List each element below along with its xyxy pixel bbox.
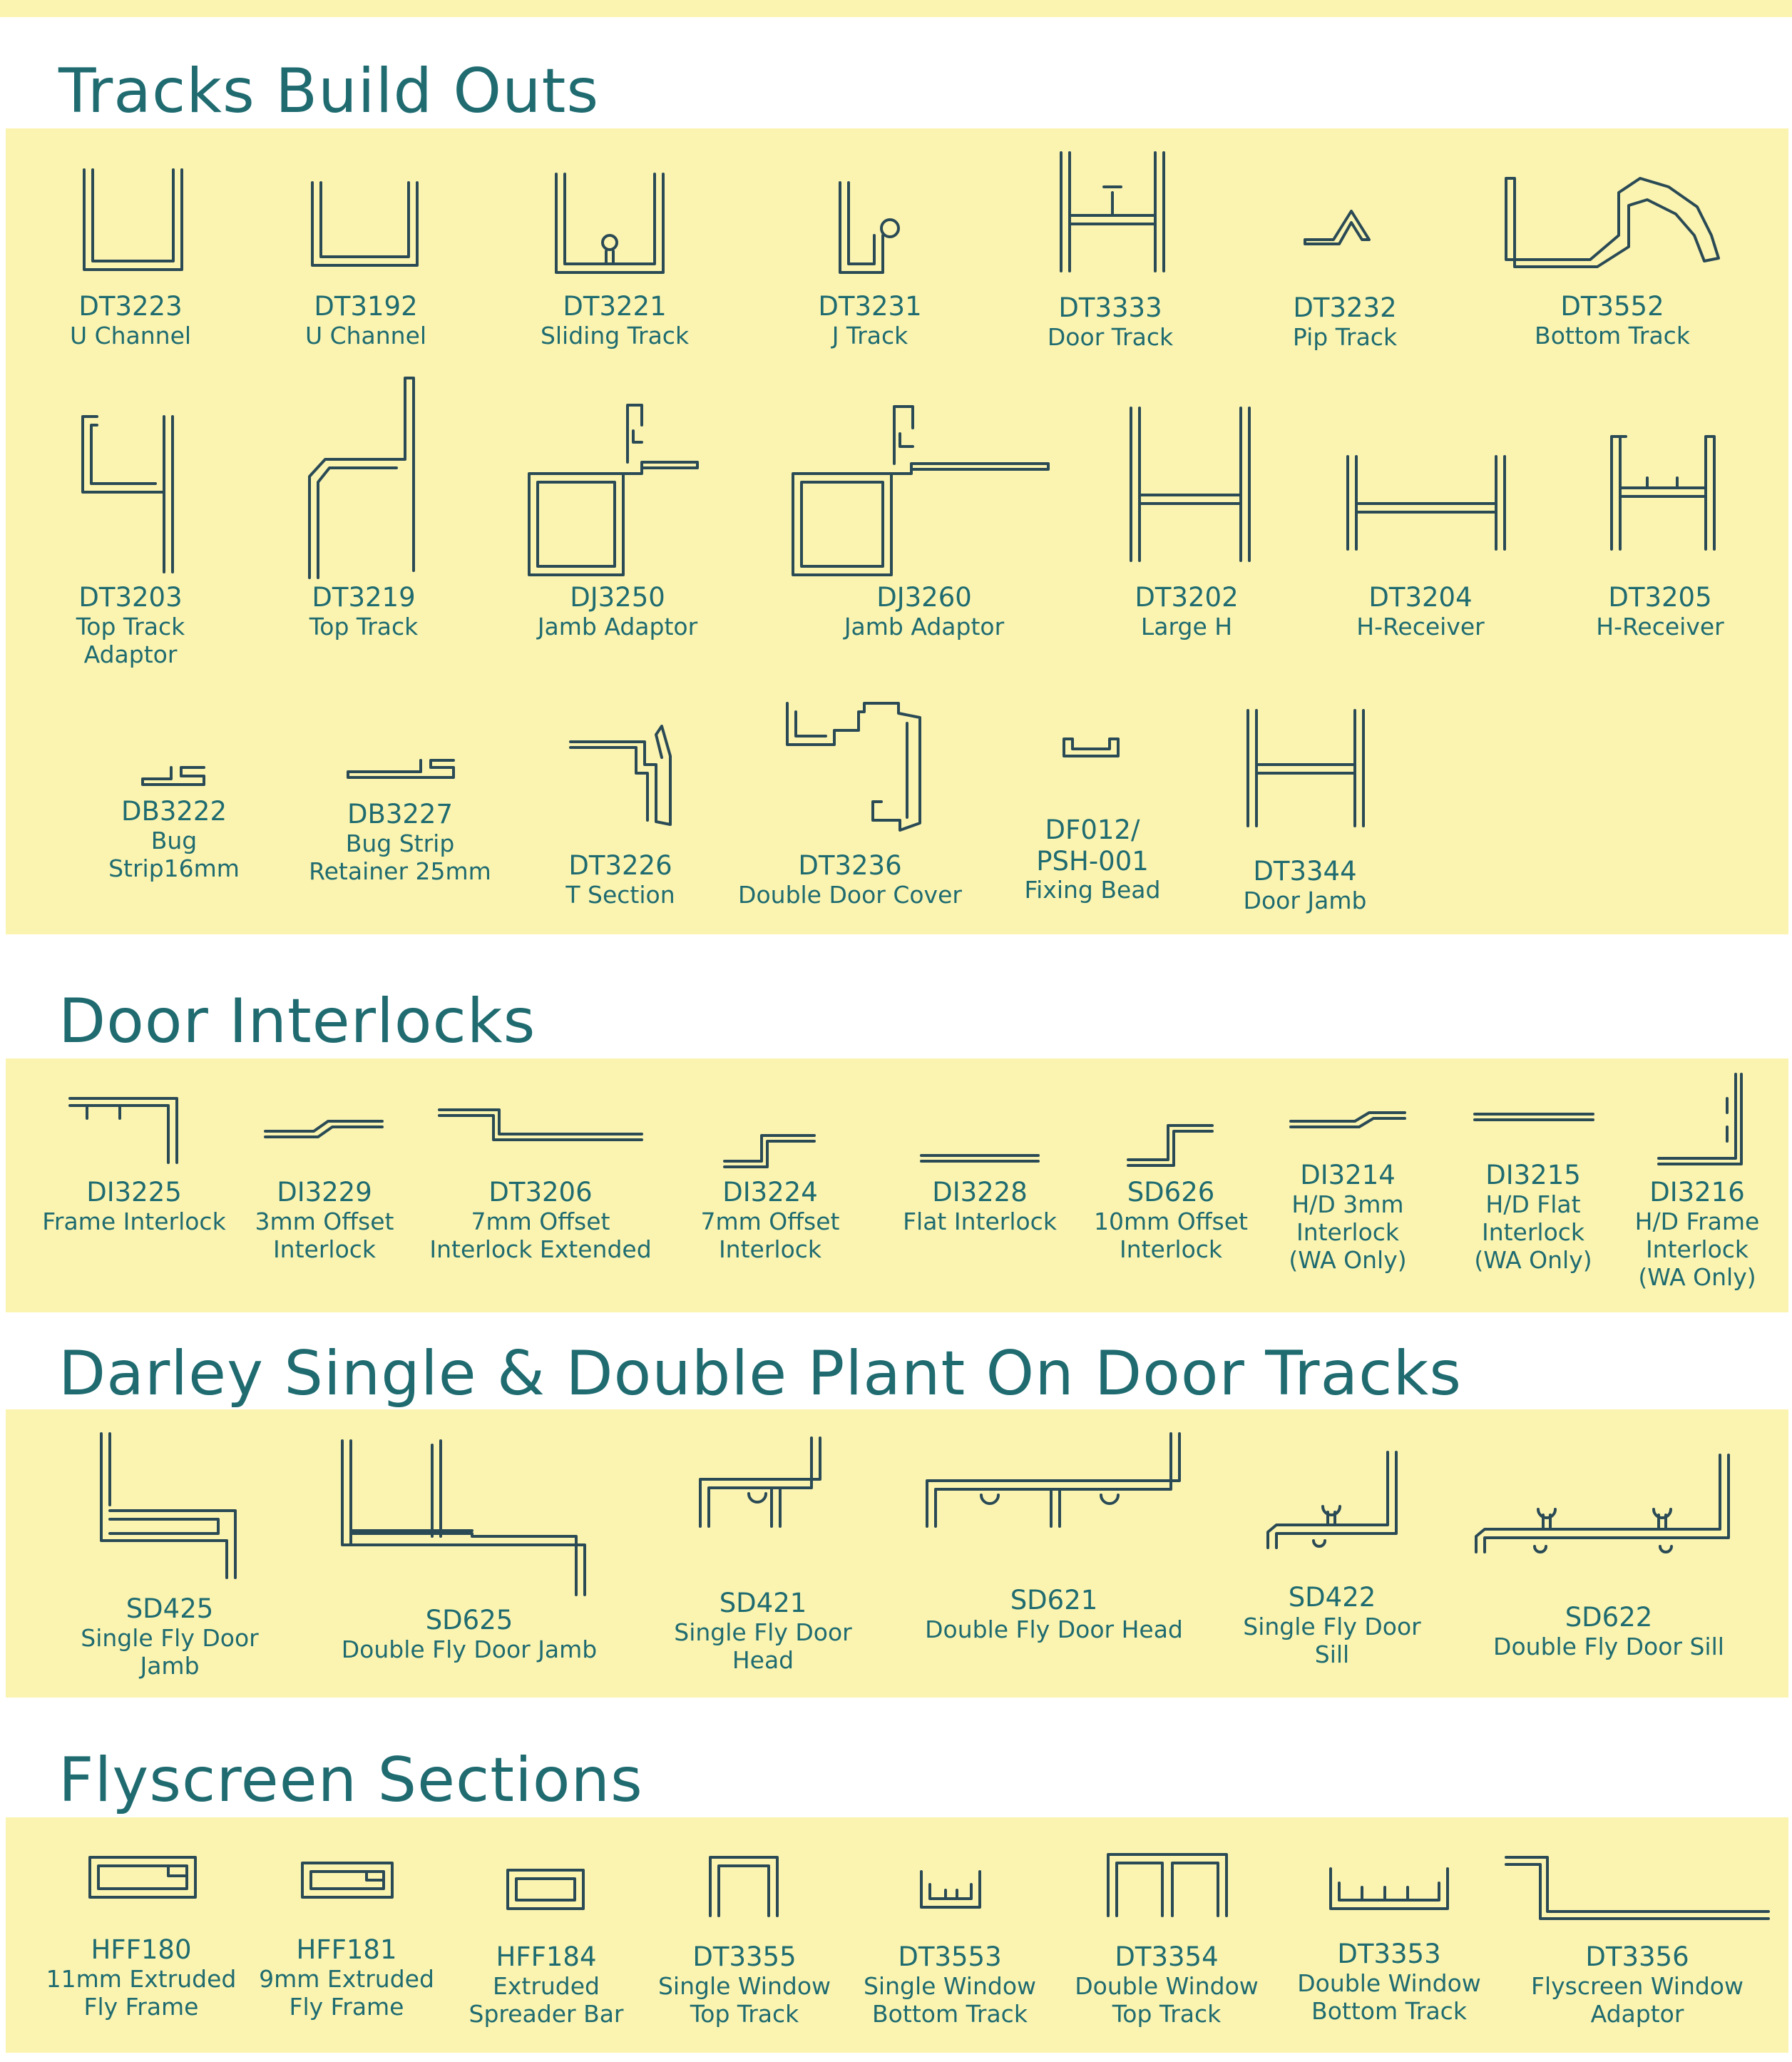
profile-dt3552 xyxy=(1506,178,1719,267)
item-desc: Double Fly Door Head xyxy=(925,1615,1183,1643)
item-dt3206 xyxy=(429,1177,651,1264)
item-code: DI3225 xyxy=(86,1177,182,1208)
item-desc: 9mm Extruded Fly Frame xyxy=(259,1964,434,2021)
item-dj3250 xyxy=(538,582,697,641)
item-code: DI3229 xyxy=(277,1177,372,1208)
item-dt3223 xyxy=(70,291,191,350)
item-code: HFF181 xyxy=(296,1934,397,1965)
item-desc: Bug Strip Retainer 25mm xyxy=(309,829,491,885)
item-dt3219 xyxy=(309,582,419,641)
profile-dt3203 xyxy=(83,417,173,572)
item-desc: Bottom Track xyxy=(1535,321,1690,349)
item-code: SD421 xyxy=(719,1588,807,1618)
item-hff180 xyxy=(46,1934,237,2021)
profile-sd422 xyxy=(1268,1452,1396,1548)
item-desc: Door Track xyxy=(1047,322,1174,351)
item-code: DT3223 xyxy=(78,291,183,322)
item-desc: Flyscreen Window Adaptor xyxy=(1531,1971,1744,2028)
item-desc: U Channel xyxy=(69,321,192,349)
item-di3228 xyxy=(903,1177,1057,1236)
profile-sd626 xyxy=(1128,1126,1212,1165)
profile-dt3204 xyxy=(1348,456,1505,549)
item-desc: H-Receiver xyxy=(1596,612,1724,640)
item-code: DT3226 xyxy=(568,850,672,881)
item-code: SD425 xyxy=(126,1593,214,1624)
item-code: HFF180 xyxy=(91,1934,192,1965)
item-sd421 xyxy=(674,1588,851,1675)
item-dt3204 xyxy=(1356,582,1485,641)
item-dt3192 xyxy=(305,291,426,350)
item-dt3203 xyxy=(76,582,185,669)
item-desc: Double Window Bottom Track xyxy=(1297,1969,1481,2025)
item-desc: Bug Strip16mm xyxy=(108,826,240,882)
item-desc: Pip Track xyxy=(1292,322,1398,351)
item-desc: T Section xyxy=(565,880,675,909)
item-desc: Single Fly Door Jamb xyxy=(81,1623,259,1680)
item-di3215 xyxy=(1474,1160,1592,1274)
profile-di3224 xyxy=(725,1135,814,1167)
profile-db3222 xyxy=(143,767,204,785)
section-title-plant-on: Darley Single & Double Plant On Door Tracks xyxy=(58,1338,1463,1409)
item-sd622 xyxy=(1493,1602,1724,1661)
item-desc: Top Track xyxy=(309,612,419,640)
profile-di3216 xyxy=(1659,1074,1741,1164)
item-dt3221 xyxy=(541,291,689,350)
item-desc: Single Window Top Track xyxy=(657,1971,831,2028)
item-dt3354 xyxy=(1075,1941,1259,2028)
item-desc: H/D 3mm Interlock (WA Only) xyxy=(1289,1190,1407,1274)
item-desc: Top Track Adaptor xyxy=(76,612,185,668)
section-title-flyscreen: Flyscreen Sections xyxy=(58,1745,643,1816)
item-code: DB3227 xyxy=(347,799,454,830)
item-code: DT3203 xyxy=(78,582,183,613)
item-dt3231 xyxy=(818,291,921,350)
section-title-interlocks: Door Interlocks xyxy=(58,986,536,1057)
item-hff181 xyxy=(259,1934,434,2021)
item-desc: Flat Interlock xyxy=(903,1207,1057,1235)
item-code: SD625 xyxy=(425,1605,513,1635)
item-desc: Frame Interlock xyxy=(42,1207,226,1235)
profile-dt3192 xyxy=(312,183,417,265)
item-desc: H/D Flat Interlock (WA Only) xyxy=(1474,1190,1592,1274)
item-di3225 xyxy=(42,1177,225,1236)
profile-dt3202 xyxy=(1131,408,1249,561)
item-desc: Single Window Bottom Track xyxy=(863,1971,1037,2028)
item-code: SD621 xyxy=(1010,1585,1098,1616)
item-desc: Extruded Spreader Bar xyxy=(469,1971,624,2028)
item-code: DT3356 xyxy=(1585,1941,1689,1972)
profile-dt3205 xyxy=(1612,437,1714,549)
profile-hff180 xyxy=(90,1857,195,1897)
profile-dt3356 xyxy=(1506,1857,1768,1919)
profile-dt3333 xyxy=(1061,153,1164,271)
item-dt3353 xyxy=(1297,1939,1481,2026)
item-desc: Double Door Cover xyxy=(738,880,962,909)
item-code: DT3236 xyxy=(798,850,902,881)
item-code: DT3552 xyxy=(1560,291,1664,322)
profile-dt3206 xyxy=(439,1110,642,1140)
profile-db3227 xyxy=(348,760,454,777)
profile-di3215 xyxy=(1475,1114,1593,1120)
item-di3216 xyxy=(1635,1177,1760,1291)
item-code: HFF184 xyxy=(496,1941,597,1972)
item-code: SD422 xyxy=(1288,1582,1376,1613)
profile-dt3219 xyxy=(309,378,414,578)
item-code: DI3214 xyxy=(1300,1160,1396,1190)
item-dt3553 xyxy=(864,1941,1036,2028)
profile-sd621 xyxy=(927,1434,1179,1526)
item-code: SD626 xyxy=(1127,1177,1215,1208)
item-dt3552 xyxy=(1535,291,1690,350)
item-desc: Double Window Top Track xyxy=(1075,1971,1259,2028)
item-code: DI3216 xyxy=(1649,1177,1745,1208)
profile-di3229 xyxy=(265,1121,382,1137)
item-sd422 xyxy=(1243,1582,1420,1669)
item-code: DJ3250 xyxy=(570,582,665,613)
item-desc: 10mm Offset Interlock xyxy=(1094,1207,1248,1263)
profile-sd625 xyxy=(342,1441,585,1595)
item-dt3355 xyxy=(658,1941,831,2028)
item-sd626 xyxy=(1094,1177,1248,1264)
profile-dt3231 xyxy=(840,183,898,272)
item-desc: Jamb Adaptor xyxy=(844,612,1005,640)
item-desc: Fixing Bead xyxy=(1024,876,1161,904)
item-code: DJ3260 xyxy=(876,582,972,613)
item-dt3333 xyxy=(1048,292,1173,352)
item-desc: Double Fly Door Sill xyxy=(1493,1632,1724,1660)
profile-dt3236 xyxy=(787,703,920,830)
profile-dt3223 xyxy=(84,170,182,270)
profile-dt3553 xyxy=(921,1872,980,1907)
item-code: DT3354 xyxy=(1115,1941,1219,1972)
item-desc: 3mm Offset Interlock xyxy=(255,1207,394,1263)
profile-dt3344 xyxy=(1248,710,1363,826)
profile-dt3221 xyxy=(556,174,663,272)
item-desc: H/D Frame Interlock (WA Only) xyxy=(1634,1207,1760,1291)
item-desc: H-Receiver xyxy=(1356,612,1485,640)
profile-df012 xyxy=(1064,739,1118,756)
item-code: DT3202 xyxy=(1135,582,1239,613)
item-code: DI3228 xyxy=(932,1177,1028,1208)
item-sd425 xyxy=(81,1593,258,1680)
section-title-tracks: Tracks Build Outs xyxy=(58,56,600,127)
item-desc: Single Fly Door Sill xyxy=(1243,1612,1421,1668)
profile-di3214 xyxy=(1291,1113,1405,1127)
profile-hff184 xyxy=(508,1870,583,1909)
item-desc: J Track xyxy=(831,321,908,349)
item-code: DF012/ PSH-001 xyxy=(1036,815,1149,877)
item-sd625 xyxy=(342,1605,598,1664)
item-dt3205 xyxy=(1596,582,1724,641)
profile-dt3353 xyxy=(1331,1869,1448,1909)
item-code: DI3224 xyxy=(722,1177,818,1208)
profile-dt3226 xyxy=(570,726,670,825)
profile-sd421 xyxy=(700,1438,820,1526)
item-df012 xyxy=(1025,815,1161,904)
item-dt3236 xyxy=(738,850,962,909)
item-code: DI3215 xyxy=(1485,1160,1581,1190)
item-code: DT3232 xyxy=(1293,292,1397,323)
item-desc: Single Fly Door Head xyxy=(674,1618,852,1674)
profile-dt3355 xyxy=(710,1857,777,1916)
profile-dt3250 xyxy=(529,405,697,575)
item-hff184 xyxy=(469,1941,624,2028)
item-di3229 xyxy=(255,1177,394,1264)
item-desc: Double Fly Door Jamb xyxy=(341,1635,598,1663)
item-di3214 xyxy=(1289,1160,1406,1274)
item-desc: Jamb Adaptor xyxy=(537,612,698,640)
item-code: DT3204 xyxy=(1368,582,1473,613)
item-dt3226 xyxy=(565,850,675,909)
item-desc: 7mm Offset Interlock Extended xyxy=(429,1207,652,1263)
profile-di3225 xyxy=(70,1098,177,1163)
profile-sd622 xyxy=(1476,1455,1729,1552)
item-code: DT3355 xyxy=(692,1941,797,1972)
item-code: DT3221 xyxy=(563,291,667,322)
item-code: DT3333 xyxy=(1058,292,1162,323)
item-desc: 7mm Offset Interlock xyxy=(700,1207,840,1263)
profile-di3228 xyxy=(921,1155,1038,1161)
item-desc: Sliding Track xyxy=(540,321,690,349)
item-code: DT3344 xyxy=(1253,856,1357,887)
item-code: DT3219 xyxy=(312,582,416,613)
item-code: DT3553 xyxy=(898,1941,1002,1972)
item-dt3344 xyxy=(1244,856,1367,915)
item-dt3232 xyxy=(1293,292,1397,352)
profile-dt3260 xyxy=(793,407,1048,575)
item-dt3356 xyxy=(1531,1941,1744,2028)
item-code: DT3205 xyxy=(1608,582,1712,613)
profile-dt3232 xyxy=(1305,211,1369,244)
item-desc: Large H xyxy=(1140,612,1233,640)
item-desc: 11mm Extruded Fly Frame xyxy=(46,1964,237,2021)
item-desc: U Channel xyxy=(304,321,427,349)
profile-hff181 xyxy=(302,1863,392,1897)
item-db3222 xyxy=(108,796,240,883)
item-db3227 xyxy=(309,799,491,886)
item-code: DT3206 xyxy=(488,1177,593,1208)
item-code: SD622 xyxy=(1565,1602,1653,1633)
item-dt3202 xyxy=(1135,582,1238,641)
item-di3224 xyxy=(701,1177,840,1264)
item-code: DT3231 xyxy=(818,291,922,322)
item-code: DT3353 xyxy=(1337,1939,1441,1969)
item-code: DT3192 xyxy=(314,291,418,322)
profile-sd425 xyxy=(101,1434,235,1578)
profile-dt3354 xyxy=(1108,1854,1227,1916)
item-desc: Door Jamb xyxy=(1243,886,1367,914)
item-dj3260 xyxy=(844,582,1004,641)
item-sd621 xyxy=(925,1585,1183,1644)
item-code: DB3222 xyxy=(121,796,227,827)
